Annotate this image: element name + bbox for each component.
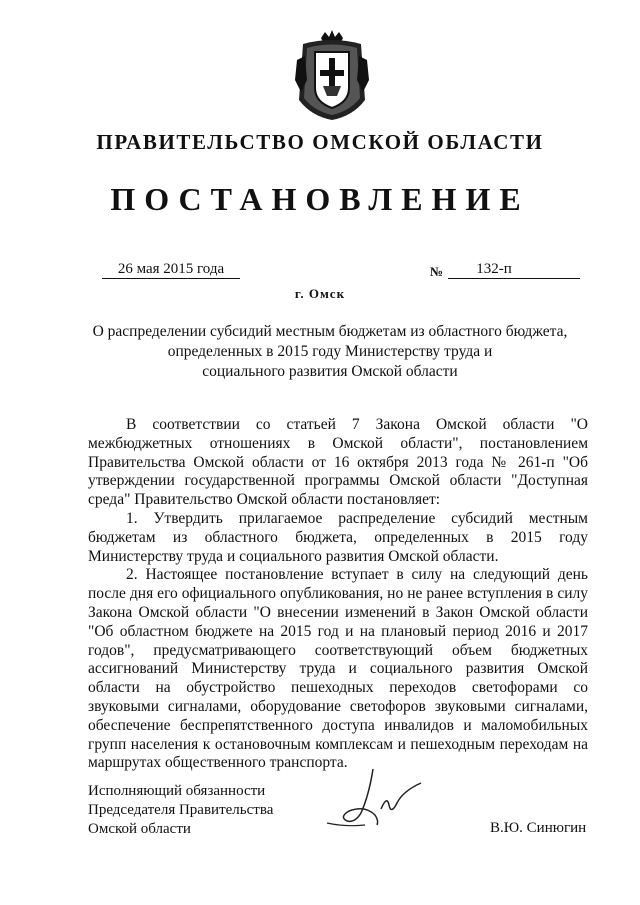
subject-line: социального развития Омской области <box>202 363 458 380</box>
body-paragraph-2: 2. Настоящее постановление вступает в силу на следующий день после дня его официального опубликования, но не ранее вступления в силу Закона Омской области "О внесении изменений в Закон Омской области "Об областном бюджете на 2015 год и на плановый период 2016 и 2017 годов", предусматривающего соответствующий объем бюджетных ассигнований Министерству труда и социального развития Омской области на обустройство пешеходных переходов светофорами со звуковыми сигналами, оборудование светофоров звуковыми сигналами, обеспечение беспрепятственного доступа инвалидов и маломобильных групп населения к остановочным комплексам и пешеходным переходам на маршрутах общественного транспорта. <box>88 566 588 772</box>
subject-line: определенных в 2015 году Министерству труда и <box>167 343 493 360</box>
subject-line: О распределении субсидий местным бюджетам из областного бюджета, <box>92 323 568 340</box>
position-line: Омской области <box>88 821 191 837</box>
position-line: Председателя Правительства <box>88 802 274 818</box>
document-type: ПОСТАНОВЛЕНИЕ <box>110 181 530 217</box>
signatory-name: В.Ю. Синюгин <box>490 820 587 836</box>
coat-of-arms-icon <box>293 30 371 122</box>
document-subject <box>80 322 580 382</box>
body-paragraph-preamble: В соответствии со статьей 7 Закона Омской области "О межбюджетных отношениях в Омской области", постановлением Правительства Омской области от 16 октября 2013 года № 261-п "Об утверждении государственной программы Омской области "Доступная среда" Правительство Омской области постановляет: <box>88 416 588 509</box>
city: г. Омск <box>294 286 346 301</box>
body-paragraph-1: 1. Утвердить прилагаемое распределение субсидий местным бюджетам из областного бюджета, определенных в 2015 году Министерству труда и социального развития Омской области. <box>88 509 588 565</box>
handwritten-signature <box>325 765 425 835</box>
document-date: 26 мая 2015 года <box>102 261 240 279</box>
document-number: 132-п <box>448 261 580 279</box>
number-label: № <box>430 264 444 279</box>
document-body <box>88 416 588 773</box>
signatory-position <box>88 782 273 839</box>
government-title: ПРАВИТЕЛЬСТВО ОМСКОЙ ОБЛАСТИ <box>96 130 544 154</box>
position-line: Исполняющий обязанности <box>88 783 266 799</box>
